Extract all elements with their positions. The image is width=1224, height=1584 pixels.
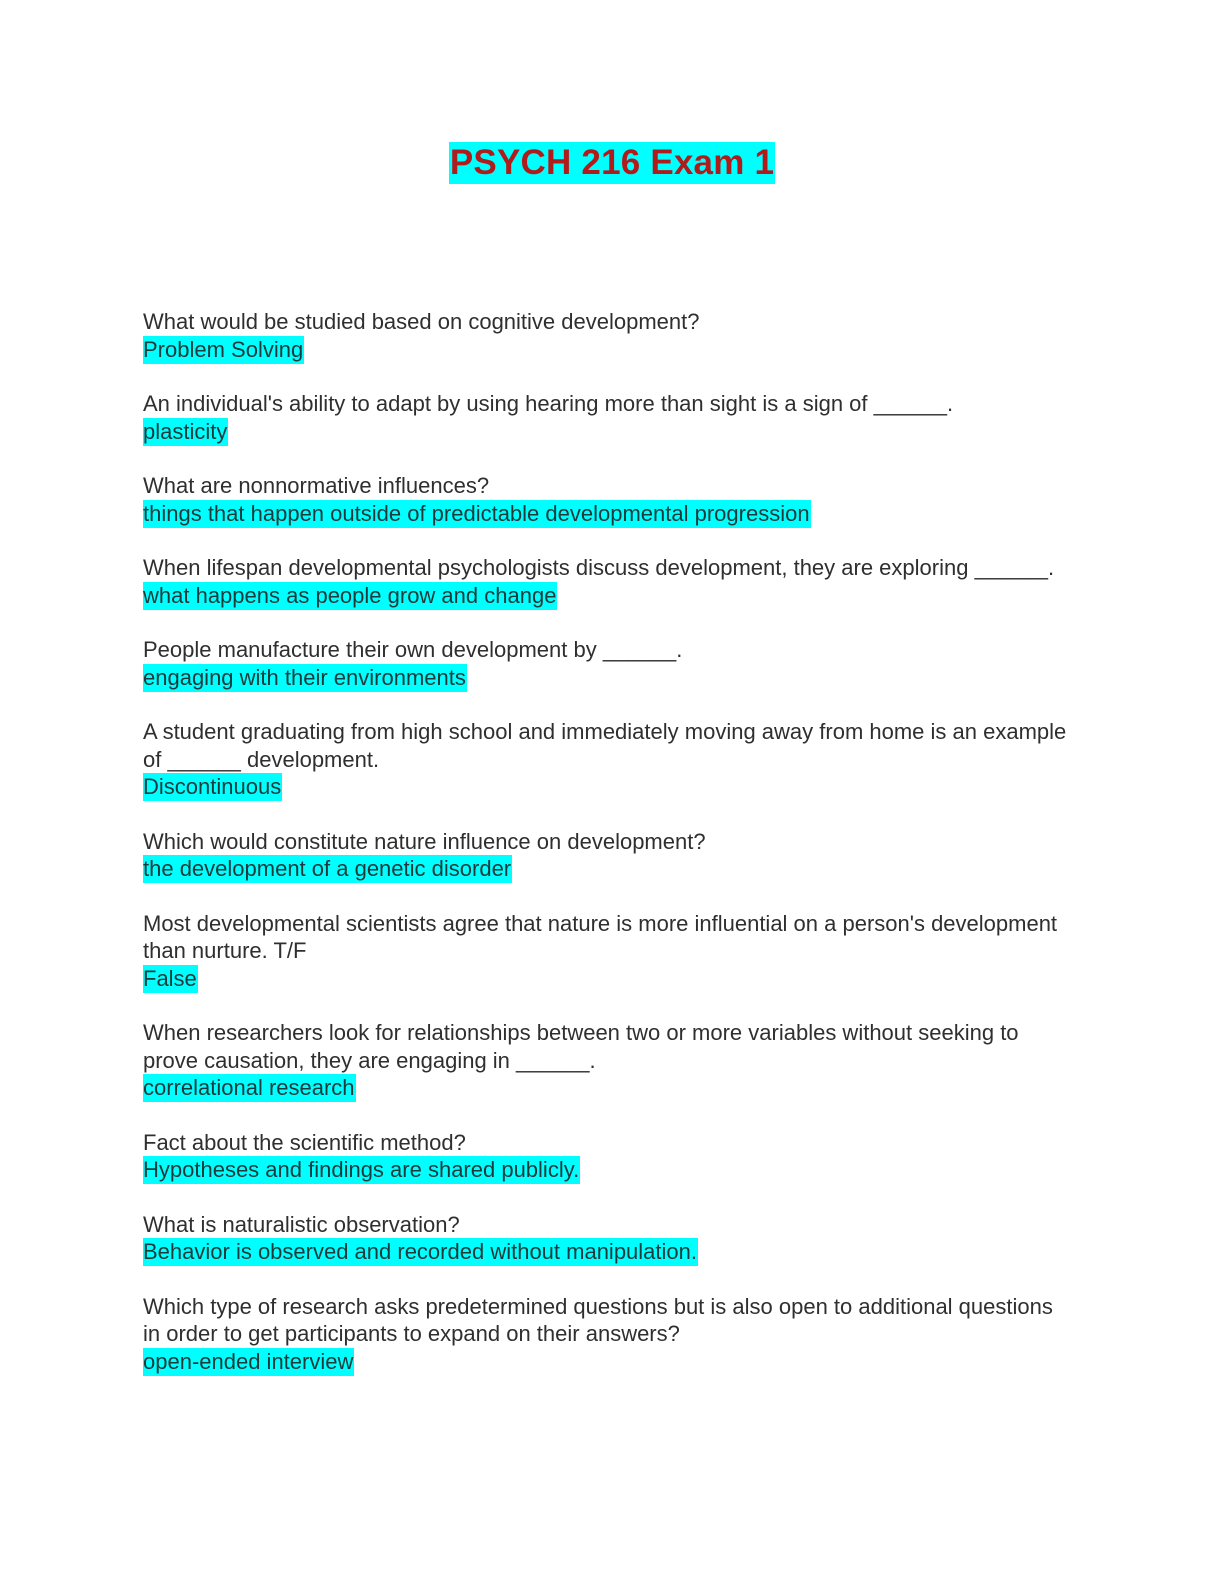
qa-item [143,554,1073,609]
question-text: What are nonnormative influences? [143,473,490,498]
answer-text: Discontinuous [143,774,282,799]
answer-text: open-ended interview [143,1348,354,1374]
answer-text: plasticity [143,418,228,444]
answer-text: False [143,965,197,991]
qa-item [143,910,1073,993]
qa-item [143,1211,1073,1266]
qa-list [143,308,1073,1402]
title-container [0,142,1224,184]
qa-item [143,390,1073,445]
question-text: A student graduating from high school and immediately moving away from home is an example of ______ development. [143,719,1073,772]
answer-text: Problem Solving [143,336,304,362]
question-text: An individual's ability to adapt by using hearing more than sight is a sign of ______. [143,391,954,416]
question-text: Most developmental scientists agree that nature is more influential on a person's development than nurture. T/F [143,910,1064,963]
answer-text: Hypotheses and findings are shared publicly. [143,1157,580,1182]
qa-item [143,1293,1073,1376]
qa-item [143,308,1073,363]
question-text: Which would constitute nature influence on development? [143,828,706,854]
answer-text: Behavior is observed and recorded without manipulation. [143,1239,697,1264]
answer-text: correlational research [143,1075,355,1100]
qa-item [143,472,1073,527]
question-text: Which type of research asks predetermined questions but is also open to additional questions in order to get participants to expand on their answers? [143,1293,1059,1346]
answer-text: things that happen outside of predictable developmental progression [143,500,810,526]
question-text: Fact about the scientific method? [143,1129,466,1155]
qa-item [143,1019,1073,1102]
answer-text: the development of a genetic disorder [143,856,512,881]
qa-item [143,636,1073,691]
question-text: What is naturalistic observation? [143,1211,460,1237]
question-text: People manufacture their own development by ______. [143,637,683,662]
qa-item [143,718,1073,801]
qa-item [143,1129,1073,1184]
question-text: When researchers look for relationships between two or more variables without seeking to prove causation, they are engaging in ______. [143,1020,1025,1073]
question-text: What would be studied based on cognitive development? [143,309,700,334]
page-title: PSYCH 216 Exam 1 [449,143,775,182]
answer-text: what happens as people grow and change [143,582,557,608]
qa-item [143,828,1073,883]
answer-text: engaging with their environments [143,664,466,690]
question-text: When lifespan developmental psychologists discuss development, they are exploring ______. [143,555,1055,580]
